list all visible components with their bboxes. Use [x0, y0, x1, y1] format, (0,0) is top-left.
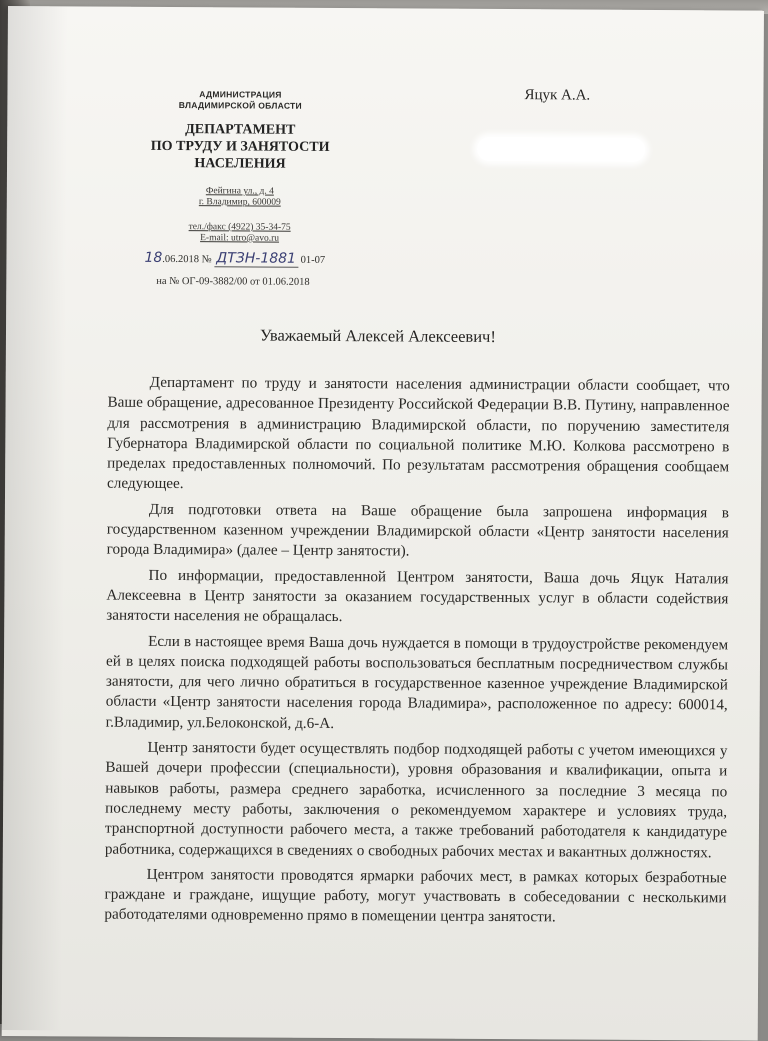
letterhead-admin-line1: АДМИНИСТРАЦИЯ — [199, 89, 282, 100]
body-paragraph: Центром занятости проводятся ярмарки рабочих мест, в рамках которых безработные граждане и граждане, ищущие работу, могут участвовать в собеседовании с несколькими работодателями одновременно прямо в помещении центра занятости. — [104, 865, 727, 926]
body-paragraph: Центр занятости будет осуществлять подбор подходящей работы с учетом имеющихся у Вашей дочери профессии (специальности), уровня образования и квалификации, опыта и навыков работы, размера среднего заработка, исчисленного за последние 3 месяца по последнему месту работы, заключения о рекомендуемом характере и условиях труда, транспортной доступности рабочего места, а также требований работодателя к кандидатуре работника, содержащихся в сведениях о свободных рабочих местах и вакантных должностях. — [104, 738, 728, 861]
letterhead — [125, 89, 356, 245]
body-paragraph: Для подготовки ответа на Ваше обращение была запрошена информация в государственном казенном учреждении Владимирской области «Центр занятости населения города Владимира» (далее – Центр занятости). — [106, 500, 729, 560]
letterhead-contacts — [125, 222, 355, 245]
letterhead-dept-line2: ПО ТРУДУ И ЗАНЯТОСТИ — [150, 138, 330, 155]
letter-page — [2, 6, 764, 1041]
address-street: Фейгина ул., д. 4 — [205, 186, 274, 197]
letter-body — [104, 373, 729, 930]
recipient-name: Яцук А.А. — [524, 87, 591, 104]
letterhead-address — [125, 186, 355, 209]
letterhead-dept-line3: НАСЕЛЕНИЯ — [194, 156, 286, 172]
handwritten-registration-number: ДТЗН-1881 — [214, 250, 298, 268]
letterhead-dept-line1: ДЕПАРТАМЕНТ — [185, 122, 296, 138]
contact-phone: тел./факс (4922) 35-34-75 — [188, 222, 291, 233]
page-shadow — [2, 6, 68, 1030]
address-city: г. Владимир, 600009 — [198, 197, 281, 208]
letterhead-admin-line2: ВЛАДИМИРСКОЙ ОБЛАСТИ — [178, 100, 303, 111]
redacted-address-blur — [477, 137, 645, 162]
body-paragraph: Департамент по труду и занятости населения администрации области сообщает, что Ваше обращение, адресованное Президенту Российской Федерации В.В. Путину, направленное для рассмотрения в администрацию Владимирской области, по поручению заместителя Губернатора Владимирской области по социальной политике М.Ю. Колкова рассмотрено в пределах предоставленных полномочий. По результатам рассмотрения обращения сообщаем следующее. — [107, 373, 730, 493]
registration-date: .06.2018 № — [162, 253, 212, 266]
reference-line: на № ОГ-09-3882/00 от 01.06.2018 — [156, 275, 310, 288]
handwritten-day: 18 — [144, 249, 163, 266]
registration-line — [144, 250, 325, 267]
greeting: Уважаемый Алексей Алексеевич! — [260, 325, 496, 346]
contact-email: E-mail: utro@avo.ru — [200, 233, 280, 244]
letterhead-department — [125, 121, 355, 173]
body-paragraph: Если в настоящее время Ваша дочь нуждается в помощи в трудоустройстве рекомендуем ей в целях поиска подходящей работы воспользоваться бесплатным посредничеством службы занятости, для чего лично обратиться в государственное казенное учреждение Владимирской области «Центр занятости населения города Владимира», расположенное по адресу: 600014, г.Владимир, ул.Белоконской, д.6-А. — [105, 632, 729, 732]
registration-suffix: 01-07 — [300, 254, 326, 266]
body-paragraph: По информации, предоставленной Центром занятости, Ваша дочь Яцук Наталия Алексеевна в Центр занятости за оказанием государственных услуг в области содействия занятости населения не обращалась. — [106, 566, 729, 626]
